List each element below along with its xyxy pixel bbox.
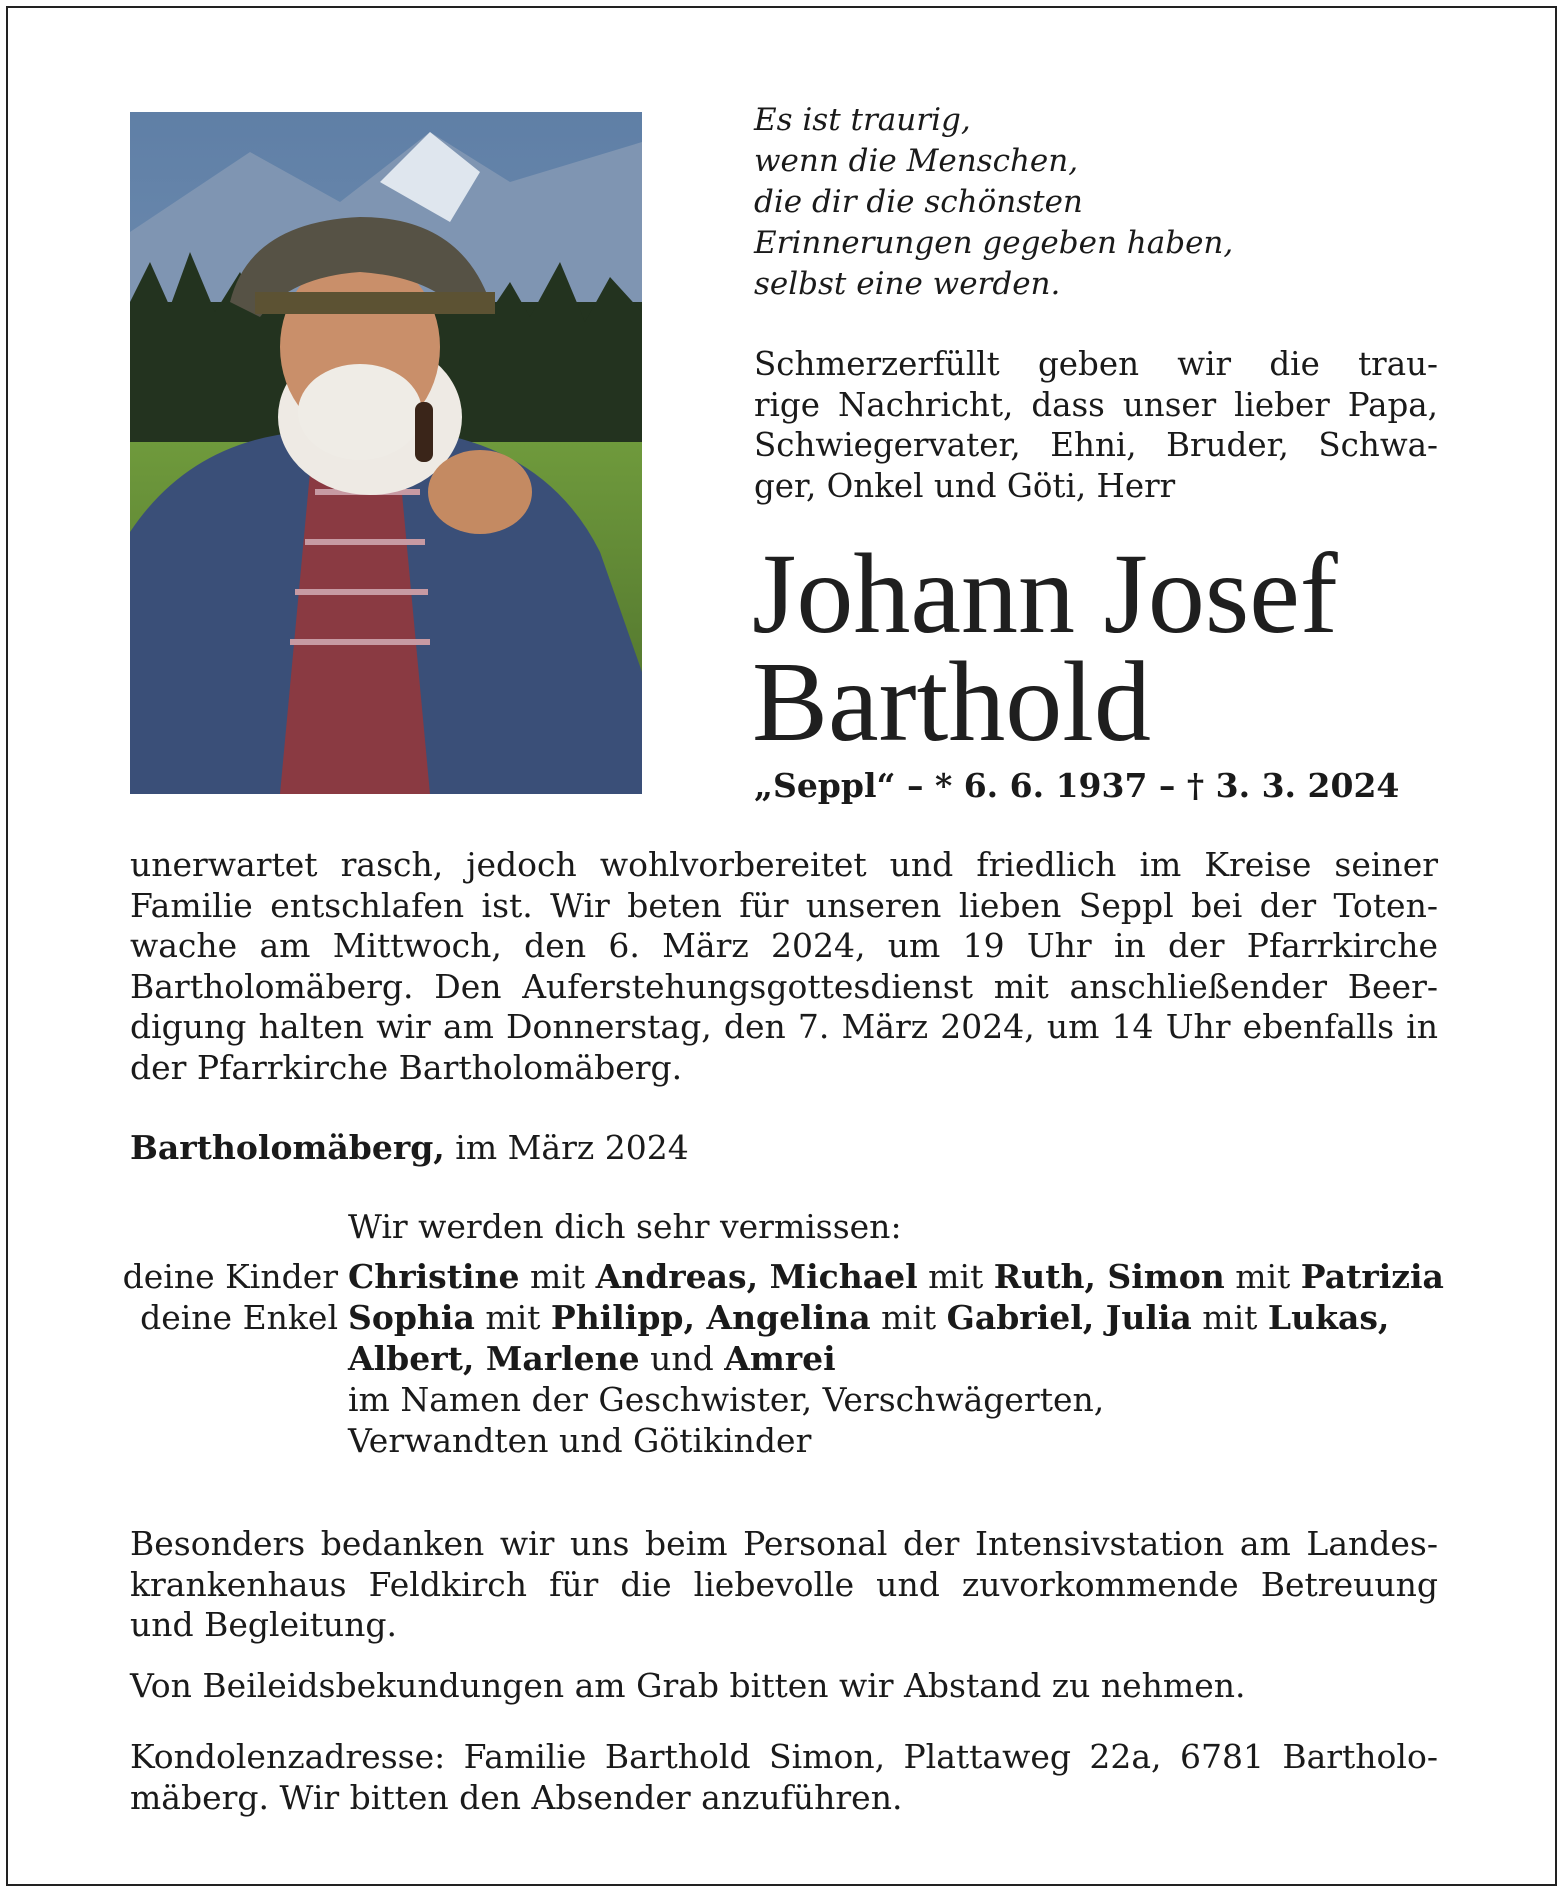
body-line: Bartholomäberg. Den Auferstehungsgottesdienst mit anschließender Beer- — [130, 966, 1438, 1006]
children-names — [348, 1256, 1444, 1297]
poem-line: Erinnerungen gegeben haben, — [754, 225, 1234, 261]
announcement-intro — [754, 344, 1438, 506]
grandchildren-names-cont — [348, 1338, 836, 1379]
miss-line: Wir werden dich sehr vermissen: — [348, 1207, 902, 1246]
thanks-line: krankenhaus Feldkirch für die liebevolle und zuvorkommende Betreuung — [130, 1564, 1438, 1604]
body-line: der Pfarrkirche Bartholomäberg. — [130, 1047, 683, 1087]
poem-line: wenn die Menschen, — [754, 143, 1079, 179]
life-dates: „Seppl“ – * 6. 6. 1937 – † 3. 3. 2024 — [754, 766, 1400, 805]
mourner-name: Sophia — [348, 1298, 475, 1337]
connector-text: mit — [519, 1257, 596, 1296]
mourner-name: Gabriel, Julia — [946, 1298, 1192, 1337]
relatives-line: Verwandten und Götikinder — [348, 1421, 812, 1460]
relatives-line: im Namen der Geschwister, Verschwägerten, — [348, 1380, 1105, 1419]
poem-line: selbst eine werden. — [754, 266, 1061, 302]
intro-line: rige Nachricht, dass unser lieber Papa, — [754, 385, 1438, 424]
name-line-2: Barthold — [752, 638, 1151, 765]
intro-line: Schmerzerfüllt geben wir die trau- — [754, 345, 1438, 383]
body-line: digung halten wir am Donnerstag, den 7. März 2024, um 14 Uhr ebenfalls in — [130, 1007, 1438, 1046]
mourner-name: Christine — [348, 1257, 520, 1296]
place-date-text: im März 2024 — [444, 1128, 689, 1167]
body-paragraph — [130, 845, 1438, 1088]
intro-line: Schwiegervater, Ehni, Bruder, Schwa- — [754, 426, 1438, 464]
mourner-name: Lukas, — [1267, 1298, 1390, 1337]
body-line: Familie entschlafen ist. Wir beten für unseren lieben Seppl bei der Toten- — [130, 885, 1438, 925]
connector-text: und — [639, 1339, 725, 1378]
connector-text: mit — [1224, 1257, 1301, 1296]
children-label: deine Kinder — [122, 1257, 338, 1296]
poem — [754, 100, 1233, 305]
condolence-line: Kondolenzadresse: Familie Barthold Simon, Plattaweg 22a, 6781 Bartholo- — [130, 1737, 1438, 1776]
mourner-name: Andreas, Michael — [595, 1257, 918, 1296]
place-name: Bartholomäberg, — [130, 1128, 445, 1167]
mourner-name: Philipp, Angelina — [550, 1298, 871, 1337]
thanks-line: Besonders bedanken wir uns beim Personal der Intensivstation am Landes- — [130, 1524, 1438, 1563]
mourner-name: Ruth, Simon — [993, 1257, 1225, 1296]
condolence-address — [130, 1737, 1438, 1818]
thanks-line: und Begleitung. — [130, 1605, 398, 1644]
grandchildren-names — [348, 1297, 1389, 1338]
grave-note: Von Beileidsbekundungen am Grab bitten wir Abstand zu nehmen. — [130, 1666, 1246, 1705]
connector-text: mit — [917, 1257, 994, 1296]
mourner-name: Albert, Marlene — [348, 1339, 640, 1378]
mourner-name: Patrizia — [1300, 1257, 1444, 1296]
name-line-1: Johann Josef — [752, 530, 1338, 657]
connector-text: mit — [1191, 1298, 1268, 1337]
connector-text: mit — [870, 1298, 947, 1337]
connector-text: mit — [474, 1298, 551, 1337]
body-line: wache am Mittwoch, den 6. März 2024, um 19 Uhr in der Pfarrkirche — [130, 926, 1438, 965]
thanks-paragraph — [130, 1524, 1438, 1646]
poem-line: Es ist traurig, — [754, 102, 971, 138]
condolence-line: mäberg. Wir bitten den Absender anzuführen. — [130, 1777, 903, 1817]
deceased-name — [752, 530, 1338, 765]
portrait-photo — [130, 112, 642, 794]
grandchildren-label: deine Enkel — [140, 1298, 338, 1337]
mourner-name: Amrei — [724, 1339, 836, 1378]
body-line: unerwartet rasch, jedoch wohlvorbereitet und friedlich im Kreise seiner — [130, 845, 1438, 884]
intro-line: ger, Onkel und Göti, Herr — [754, 466, 1176, 505]
place-date — [130, 1128, 689, 1168]
poem-line: die dir die schönsten — [754, 184, 1083, 220]
